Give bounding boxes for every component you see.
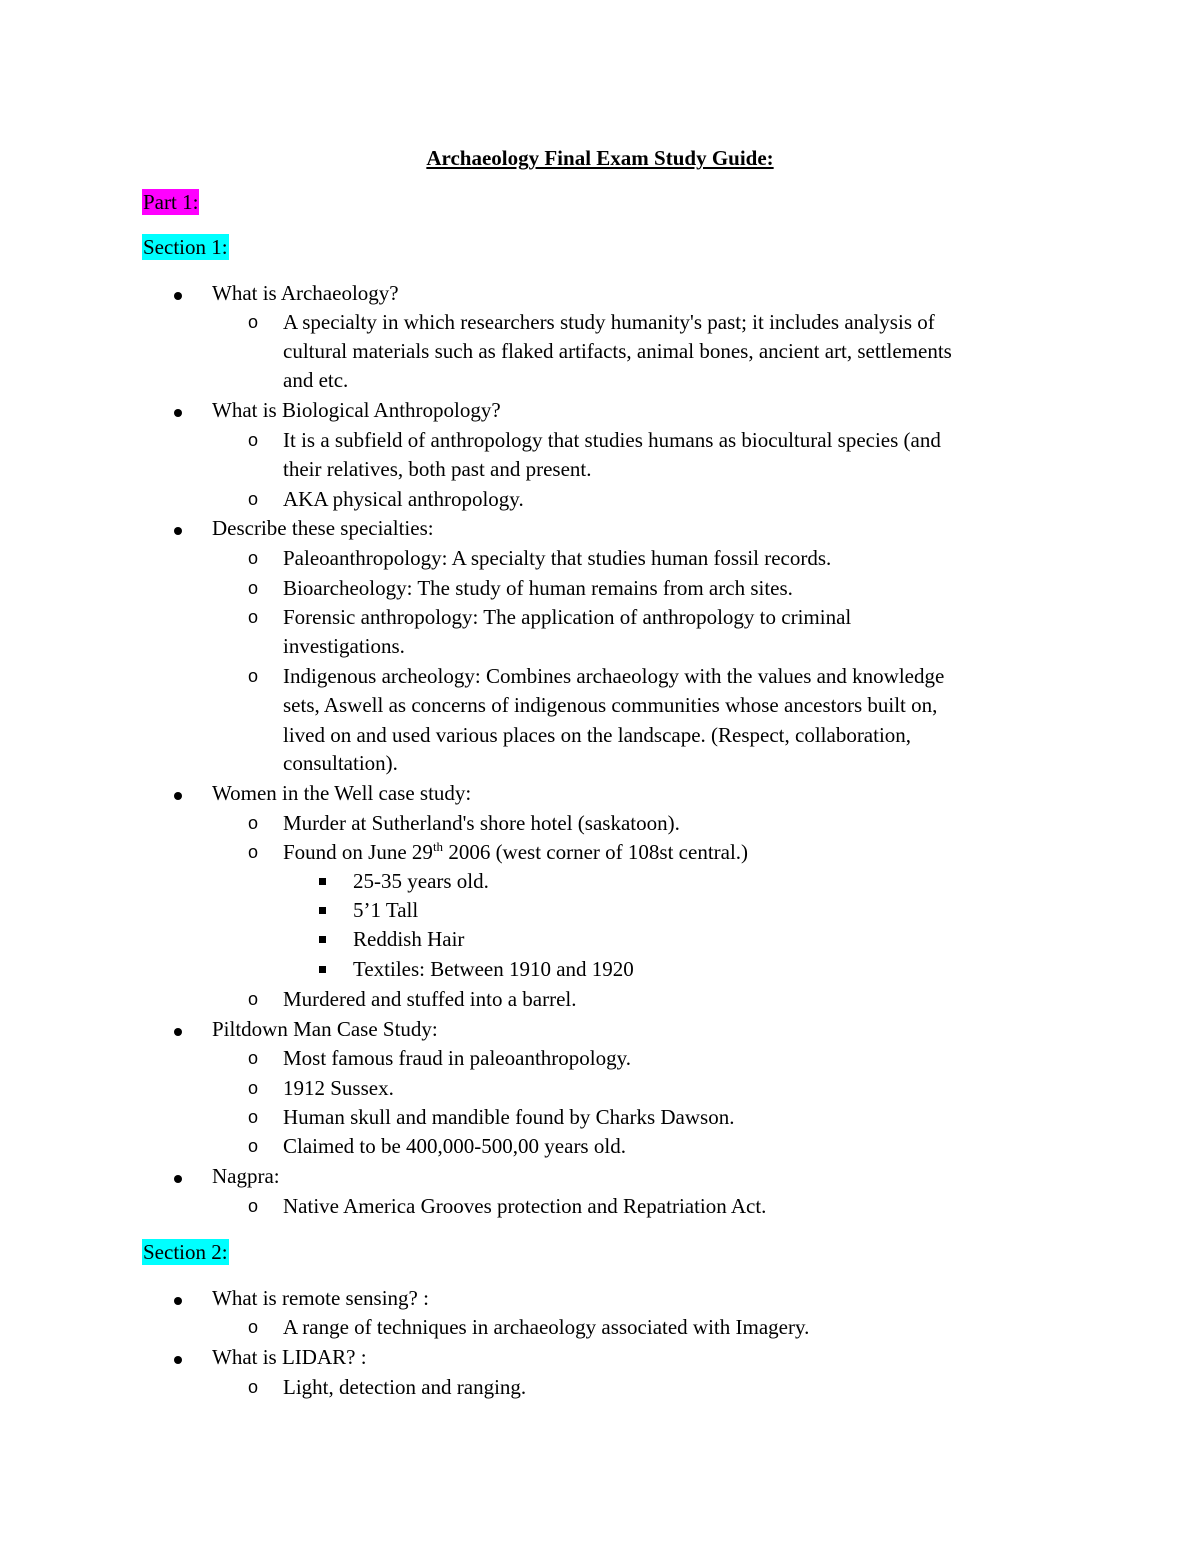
bullet-dot-icon [174,1175,182,1183]
square-bullet-icon [319,907,326,914]
answer-line: Claimed to be 400,000-500,00 years old. [283,1134,626,1158]
circle-bullet-icon: o [248,607,259,627]
detail-line: Reddish Hair [353,927,465,951]
answer-text: 2006 (west corner of 108st central.) [443,840,749,864]
question-lidar: What is LIDAR? : [212,1345,367,1369]
answer-line: Bioarcheology: The study of human remains from arch sites. [283,576,793,600]
circle-bullet-icon: o [248,1078,259,1098]
bullet-dot-icon [174,792,182,800]
bullet-dot-icon [174,292,182,300]
answer-line: their relatives, both past and present. [283,457,592,481]
circle-bullet-icon: o [248,1048,259,1068]
ordinal-suffix: th [432,839,444,854]
detail-line: 25-35 years old. [353,869,489,893]
circle-bullet-icon: o [248,430,259,450]
answer-line: A specialty in which researchers study humanity's past; it includes analysis of [283,310,935,334]
question-nagpra: Nagpra: [212,1164,280,1188]
bullet-dot-icon [174,1356,182,1364]
circle-bullet-icon: o [248,1196,259,1216]
answer-line: Paleoanthropology: A specialty that studies human fossil records. [283,546,832,570]
part-heading: Part 1: [143,190,199,214]
square-bullet-icon [319,936,326,943]
answer-line: lived on and used various places on the landscape. (Respect, collaboration, [283,723,912,747]
answer-line: Indigenous archeology: Combines archaeology with the values and knowledge [283,664,945,688]
bullet-dot-icon [174,409,182,417]
answer-line: A range of techniques in archaeology associated with Imagery. [283,1315,810,1339]
answer-line: investigations. [283,634,405,658]
answer-line: It is a subfield of anthropology that studies humans as biocultural species (and [283,428,941,452]
answer-line: sets, Aswell as concerns of indigenous communities whose ancestors built on, [283,693,938,717]
question-piltdown-man: Piltdown Man Case Study: [212,1017,438,1041]
circle-bullet-icon: o [248,1136,259,1156]
answer-line: consultation). [283,751,398,775]
answer-text: Found on June 29 [283,840,433,864]
answer-line: AKA physical anthropology. [283,487,524,511]
circle-bullet-icon: o [248,1317,259,1337]
square-bullet-icon [319,966,326,973]
bullet-dot-icon [174,527,182,535]
circle-bullet-icon: o [248,489,259,509]
bullet-dot-icon [174,1297,182,1305]
answer-line: Most famous fraud in paleoanthropology. [283,1046,631,1070]
answer-line: and etc. [283,368,349,392]
circle-bullet-icon: o [248,1107,259,1127]
question-specialties: Describe these specialties: [212,516,434,540]
detail-line: 5’1 Tall [353,898,419,922]
answer-line: Light, detection and ranging. [283,1375,527,1399]
section1-heading: Section 1: [143,235,228,259]
question-women-in-the-well: Women in the Well case study: [212,781,472,805]
answer-line: 1912 Sussex. [283,1076,394,1100]
answer-line: cultural materials such as flaked artifacts, animal bones, ancient art, settlements [283,339,952,363]
question-what-is-archaeology: What is Archaeology? [212,281,399,305]
circle-bullet-icon: o [248,548,259,568]
detail-line: Textiles: Between 1910 and 1920 [353,957,634,981]
section2-heading: Section 2: [143,1240,228,1264]
answer-line: Murdered and stuffed into a barrel. [283,987,577,1011]
circle-bullet-icon: o [248,578,259,598]
circle-bullet-icon: o [248,666,259,686]
document-title: Archaeology Final Exam Study Guide: [426,146,774,170]
answer-line: Forensic anthropology: The application of anthropology to criminal [283,605,852,629]
answer-line-found-date [283,838,748,868]
question-biological-anthropology: What is Biological Anthropology? [212,398,501,422]
circle-bullet-icon: o [248,813,259,833]
answer-line: Human skull and mandible found by Charks Dawson. [283,1105,735,1129]
question-remote-sensing: What is remote sensing? : [212,1286,429,1310]
answer-line: Murder at Sutherland's shore hotel (saskatoon). [283,811,680,835]
bullet-dot-icon [174,1028,182,1036]
circle-bullet-icon: o [248,842,259,862]
answer-line: Native America Grooves protection and Repatriation Act. [283,1194,767,1218]
square-bullet-icon [319,878,326,885]
circle-bullet-icon: o [248,1377,259,1397]
circle-bullet-icon: o [248,312,259,332]
circle-bullet-icon: o [248,989,259,1009]
